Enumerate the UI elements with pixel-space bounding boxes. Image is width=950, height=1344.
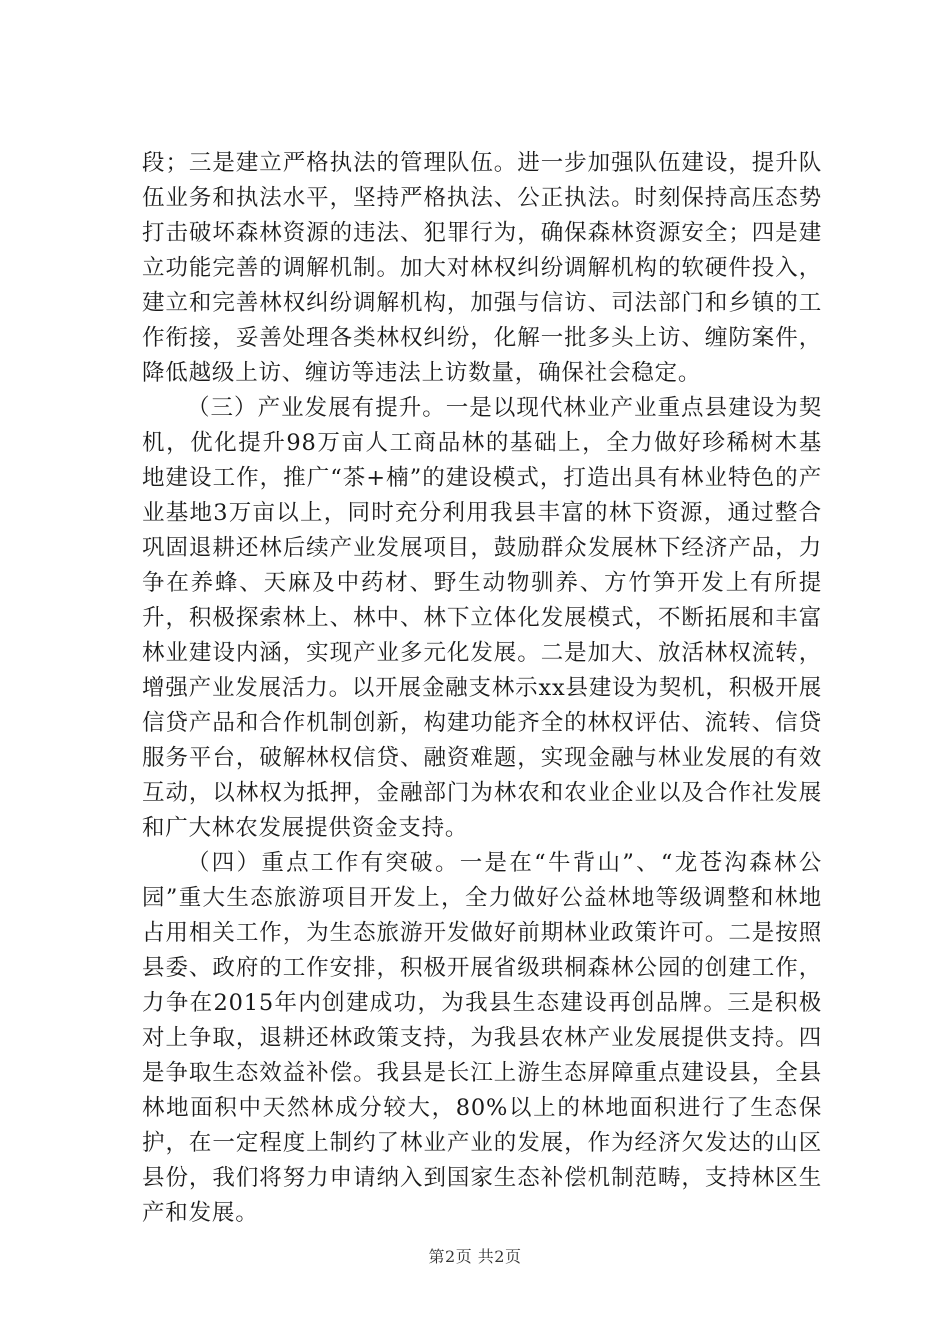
paragraph-2: （三）产业发展有提升。一是以现代林业产业重点县建设为契机，优化提升98万亩人工商品林的基础上，全力做好珍稀树木基地建设工作，推广“茶+楠”的建设模式，打造出具有林业特色的产业基地3万亩以上，同时充分利用我县丰富的林下资源，通过整合巩固退耕还林后续产业发展项目，鼓励群众发展林下经济产品，力争在养蜂、天麻及中药材、野生动物驯养、方竹笋开发上有所提升，积极探索林上、林中、林下立体化发展模式，不断拓展和丰富林业建设内涵，实现产业多元化发展。二是加大、放活林权流转，增强产业发展活力。以开展金融支林示xx县建设为契机，积极开展信贷产品和合作机制创新，构建功能齐全的林权评估、流转、信贷服务平台，破解林权信贷、融资难题，实现金融与林业发展的有效互动，以林权为抵押，金融部门为林农和农业企业以及合作社发展和广大林农发展提供资金支持。 [142,395,822,841]
document-body [142,146,822,1231]
paragraph-3: （四）重点工作有突破。一是在“牛背山”、“龙苍沟森林公园”重大生态旅游项目开发上，全力做好公益林地等级调整和林地占用相关工作，为生态旅游开发做好前期林业政策许可。二是按照县委、政府的工作安排，积极开展省级珙桐森林公园的创建工作，力争在2015年内创建成功，为我县生态建设再创品牌。三是积极对上争取，退耕还林政策支持，为我县农林产业发展提供支持。四是争取生态效益补偿。我县是长江上游生态屏障重点建设县，全县林地面积中天然林成分较大，80%以上的林地面积进行了生态保护，在一定程度上制约了林业产业的发展，作为经济欠发达的山区县份，我们将努力申请纳入到国家生态补偿机制范畴，支持林区生产和发展。 [142,850,822,1226]
paragraph-1: 段；三是建立严格执法的管理队伍。进一步加强队伍建设，提升队伍业务和执法水平，坚持严格执法、公正执法。时刻保持高压态势打击破坏森林资源的违法、犯罪行为，确保森林资源安全；四是建立功能完善的调解机制。加大对林权纠纷调解机构的软硬件投入，建立和完善林权纠纷调解机构，加强与信访、司法部门和乡镇的工作衔接，妥善处理各类林权纠纷，化解一批多头上访、缠防案件，降低越级上访、缠访等违法上访数量，确保社会稳定。 [142,150,822,386]
page-footer: 第2页 共2页 [428,1247,522,1266]
